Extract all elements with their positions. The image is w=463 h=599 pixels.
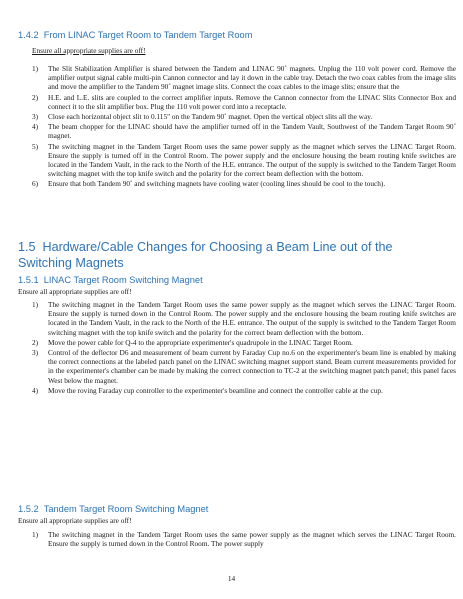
list-item: 3) Close each horizontal object slit to 0.115" on the Tandem 90˚ magnet. Open the vertical object slits all the way.	[32, 112, 373, 122]
list-item: 6) Ensure that both Tandem 90˚ and switching magnets have cooling water (cooling lines should be cool to the touch).	[32, 179, 386, 189]
list-item: 2) Move the power cable for Q-4 to the appropriate experimenter's quadrupole in the LINAC Target Room.	[32, 337, 353, 347]
step-list-1-5-1	[18, 300, 456, 396]
section-number: 1.5.2	[18, 504, 39, 514]
section-number: 1.5	[18, 240, 36, 254]
list-item: 3) Control of the deflector D6 and measurement of beam current by Faraday Cup no.6 on the experimenter's beam line is enabled by making the correct connections at the labeled patch panel on the LINAC switching magnet support stand. Beam current measurements provided for in the experimenter's chamber can be made by making the correct connection to TC-2 at the switching magnet patch panel; this panel faces West below the magnet.	[32, 348, 456, 385]
list-item: 1) The switching magnet in the Tandem Target Room uses the same power supply as the magnet which serves the LINAC Target Room. Ensure the supply is turned down in the Control Room. The power supply	[32, 530, 456, 549]
list-item: 1) The Slit Stabilization Amplifier is shared between the Tandem and LINAC 90˚ magnets. Unplug the 110 volt power cord. Remove the amplifier output signal cable multi-pin Cannon connector and lay it down in the cable tray. Detach the two coax cables from the image slits and move the amplifier to the Tandem 90˚ magnet image slits. Connect the coax cables to the image slits; ensure that the	[32, 64, 456, 92]
list-item: 1) The switching magnet in the Tandem Target Room uses the same power supply as the magnet which serves the LINAC Target Room. Ensure the supply is turned down in the Control Room. The power supply and the enclosure housing the beam routing knife switches are located in the Tandem Vault, in the rack to the North of the H.E. entrance. The output of the supply is switched to the Tandem Target Room switching magnet with the top knife switch and the polarity for the correct beam deflection with the bottom.	[32, 300, 456, 337]
list-item: 5) The switching magnet in the Tandem Target Room uses the same power supply as the magnet which serves the LINAC Target Room. Ensure the supply is turned off in the Control Room. The power supply and the enclosure housing the beam routing knife switches are located in the Tandem Vault, in the rack to the North of the H.E. entrance. The output of the supply is switched to the Tandem Target Room switching magnet with the top knife switch and the polarity for the correct beam deflection with the bottom.	[32, 141, 456, 179]
section-heading-1-5-2	[18, 504, 208, 515]
section-number: 1.4.2	[18, 30, 39, 40]
step-list-1-5-2	[18, 530, 456, 549]
page-number: 14	[227, 574, 236, 583]
safety-note: Ensure all appropriate supplies are off!	[18, 287, 132, 296]
list-item: 4) The beam chopper for the LINAC should have the amplifier turned off in the Tandem Vault, Southwest of the Tandem Target Room 90˚ magnet.	[32, 122, 456, 141]
section-title: LINAC Target Room Switching Magnet	[43, 275, 203, 285]
step-list-1-4-2	[18, 64, 456, 190]
list-item: 2) H.E. and L.E. slits are coupled to the correct amplifier inputs. Remove the Cannon connector from the LINAC Slits Connector Box and connect it to the slit amplifier box. Plug the 110 volt power cord into a receptacle.	[32, 92, 456, 111]
section-title: From LINAC Target Room to Tandem Target Room	[43, 30, 253, 40]
section-heading-1-4-2	[18, 30, 252, 41]
safety-note: Ensure all appropriate supplies are off!	[18, 516, 132, 525]
safety-note: Ensure all appropriate supplies are off!	[32, 46, 146, 55]
section-heading-1-5-1	[18, 275, 203, 286]
section-heading-1-5	[18, 240, 448, 271]
section-number: 1.5.1	[18, 275, 39, 285]
section-title: Hardware/Cable Changes for Choosing a Beam Line out of the Switching Magnets	[18, 240, 393, 270]
list-item: 4) Move the roving Faraday cup controller to the experimenter's beamline and connect the controller cable at the cup.	[32, 385, 383, 395]
section-title: Tandem Target Room Switching Magnet	[43, 504, 209, 514]
